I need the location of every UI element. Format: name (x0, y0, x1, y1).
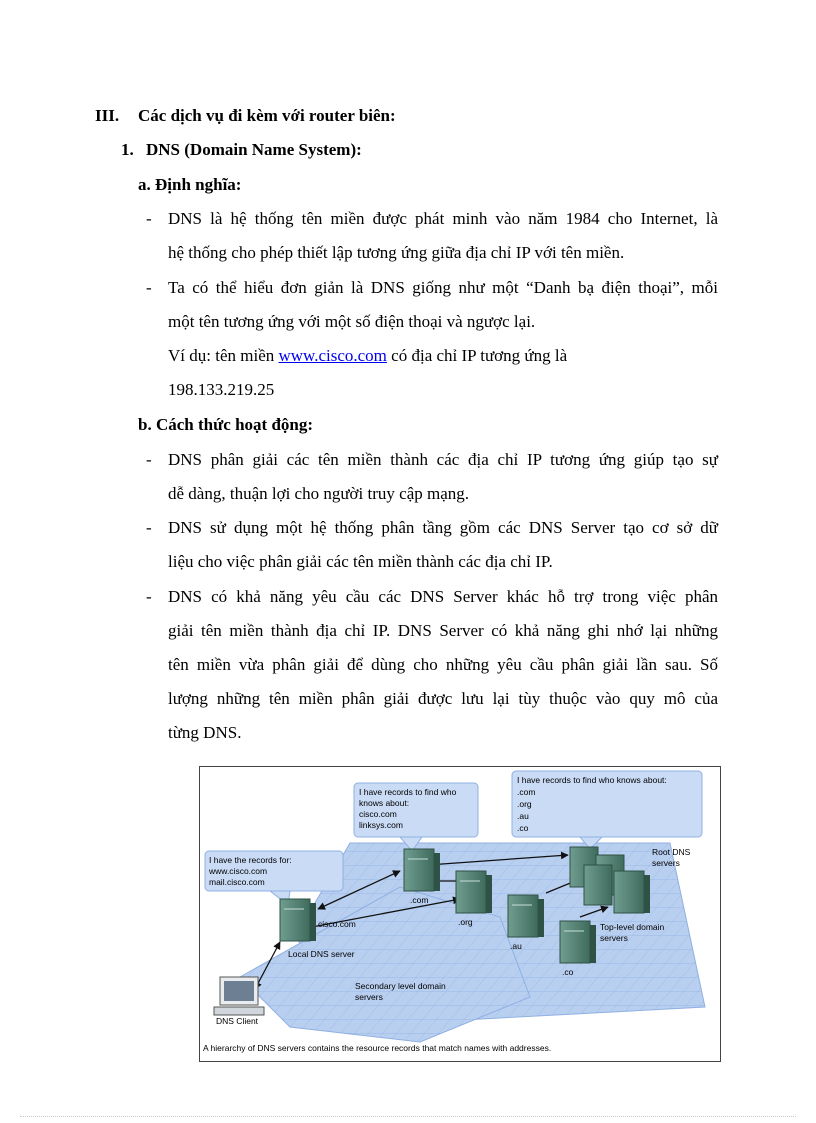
bullet-text: giải tên miền thành địa chỉ IP. DNS Server có khả năng ghi nhớ lại những (168, 621, 718, 640)
server-icon (508, 895, 544, 937)
bullet-text: liệu cho việc phân giải các tên miền thành các địa chỉ IP. (168, 552, 553, 571)
callout-com-line: I have records to find who (359, 787, 457, 797)
callout-com-line: knows about: (359, 798, 410, 808)
callout-root-line: .au (517, 811, 529, 821)
callout-com (354, 783, 478, 851)
label-au: .au (510, 941, 522, 951)
example-link[interactable]: www.cisco.com (278, 346, 387, 365)
bullet-text: Ta có thể hiểu đơn giản là DNS giống như một “Danh bạ điện thoại”, mỗi (168, 278, 718, 297)
bullet-text: từng DNS. (168, 723, 242, 742)
label-client: DNS Client (216, 1016, 259, 1026)
callout-root-line: I have records to find who knows about: (517, 775, 667, 785)
bullet-dash: - (146, 450, 152, 469)
dns-hierarchy-figure (199, 766, 721, 1062)
figure-caption: A hierarchy of DNS servers contains the resource records that match names with addresses. (203, 1043, 552, 1053)
callout-root-line: .org (517, 799, 532, 809)
bullet-text: dễ dàng, thuận lợi cho người truy cập mạng. (168, 484, 470, 503)
subsection-number: 1. (121, 140, 134, 159)
server-icon (560, 921, 596, 963)
label-co: .co (562, 967, 574, 977)
bullet-text: tên miền vừa phân giải để dùng cho những yêu cầu phân giải lần sau. Số (168, 655, 718, 674)
label-org: .org (458, 917, 473, 927)
server-icon (280, 899, 316, 941)
example-suffix: có địa chỉ IP tương ứng là (386, 346, 568, 365)
label-local-dns: Local DNS server (288, 949, 355, 959)
callout-local-line: I have the records for: (209, 855, 292, 865)
callout-root-line: .co (517, 823, 529, 833)
server-icon (404, 849, 440, 891)
bullet-dash: - (146, 209, 152, 228)
section-number: III. (95, 106, 120, 125)
bullet-dash: - (146, 518, 152, 537)
label-cisco: cisco.com (318, 919, 356, 929)
label-top-level: Top-level domain (600, 922, 665, 932)
example-line (168, 345, 567, 367)
label-secondary: Secondary level domain (355, 981, 446, 991)
bullet-dash: - (146, 278, 152, 297)
label-top-level: servers (600, 933, 628, 943)
label-secondary: servers (355, 992, 383, 1002)
bullet-text: lượng những tên miền phân giải được lưu lại tùy thuộc vào quy mô của (168, 689, 718, 708)
dns-client-computer-icon (214, 977, 264, 1015)
bullet-text: DNS sử dụng một hệ thống phân tầng gồm các DNS Server tạo cơ sở dữ (168, 518, 718, 537)
subsection-title: DNS (Domain Name System): (146, 140, 362, 159)
page-bottom-rule (20, 1116, 796, 1117)
server-icon (456, 871, 492, 913)
example-ip: 198.133.219.25 (168, 380, 275, 399)
bullet-text: DNS là hệ thống tên miền được phát minh vào năm 1984 cho Internet, là (168, 209, 718, 228)
label-root: Root DNS (652, 847, 691, 857)
callout-com-line: cisco.com (359, 809, 397, 819)
callout-root-line: .com (517, 787, 536, 797)
bullet-text: DNS phân giải các tên miền thành các địa chỉ IP tương ứng giúp tạo sự (168, 450, 718, 469)
label-com: .com (410, 895, 429, 905)
callout-com-line: linksys.com (359, 820, 403, 830)
part-b-heading: b. Cách thức hoạt động: (138, 415, 314, 434)
bullet-text: DNS có khả năng yêu cầu các DNS Server khác hỗ trợ trong việc phân (168, 587, 718, 606)
callout-local-line: mail.cisco.com (209, 877, 265, 887)
dns-hierarchy-diagram (200, 767, 720, 1061)
callout-root (512, 771, 702, 849)
part-a-heading: a. Định nghĩa: (138, 175, 242, 194)
bullet-text: hệ thống cho phép thiết lập tương ứng giữa địa chỉ IP với tên miền. (168, 243, 625, 262)
label-root: servers (652, 858, 680, 868)
section-title: Các dịch vụ đi kèm với router biên: (138, 106, 396, 125)
bullet-dash: - (146, 587, 152, 606)
bullet-text: một tên tương ứng với một số điện thoại và ngược lại. (168, 312, 536, 331)
example-prefix: Ví dụ: tên miền (168, 346, 279, 365)
callout-local-line: www.cisco.com (209, 866, 268, 876)
